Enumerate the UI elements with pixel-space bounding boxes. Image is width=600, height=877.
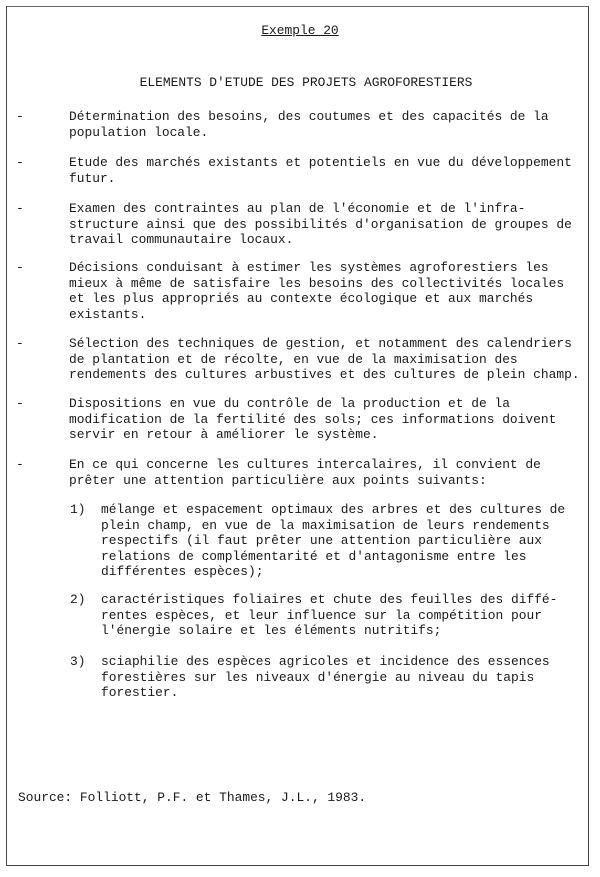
bullet-dash: - [16, 336, 24, 351]
list-item [69, 396, 556, 443]
subitem-line: sciaphilie des espèces agricoles et incidence des essences [101, 654, 550, 669]
list-item [69, 155, 572, 186]
list-item [69, 336, 580, 383]
list-item-line: mieux à même de satisfaire les besoins des collectivités locales [69, 275, 565, 291]
list-item-line: travail communautaire locaux. [69, 232, 294, 247]
list-item-line: de plantation et de récolte, en vue de la maximisation des [69, 351, 518, 367]
list-item [69, 201, 572, 248]
subitem-line: l'énergie solaire et les éléments nutritifs; [101, 623, 442, 638]
list-item [69, 109, 549, 140]
bullet-dash: - [16, 201, 24, 216]
list-item-line: existants. [69, 306, 147, 322]
subitem-line: rentes espèces, et leur influence sur la compétition pour [101, 607, 542, 623]
example-number-title: Exemple 20 [261, 23, 339, 38]
subitem-number: 3) [70, 654, 86, 669]
subitem-line: caractéristiques foliaires et chute des feuilles des diffé- [101, 592, 558, 607]
list-item-line: Sélection des techniques de gestion, et notamment des calendriers [69, 336, 572, 351]
list-item-line: Dispositions en vue du contrôle de la production et de la [69, 396, 510, 411]
list-item-line: prêter une attention particulière aux points suivants: [69, 472, 487, 488]
bullet-dash: - [16, 457, 24, 472]
list-item-line: Etude des marchés existants et potentiels en vue du développement [69, 155, 572, 170]
list-item-line: modification de la fertilité des sols; ces informations doivent [69, 411, 557, 427]
list-item [69, 260, 564, 322]
subitem-line: plein champ, en vue de la maximisation de leurs rendements [101, 517, 550, 533]
subitem-number: 1) [70, 502, 86, 517]
bullet-dash: - [16, 260, 24, 275]
list-item-line: Examen des contraintes au plan de l'économie et de l'infra- [69, 201, 526, 216]
subitem-line: relations de complémentarité et d'antagonisme entre les [101, 548, 527, 564]
list-item [69, 457, 541, 488]
subitem-line: mélange et espacement optimaux des arbres et des cultures de [101, 502, 566, 517]
numbered-subitem [101, 592, 557, 639]
list-item-line: population locale. [69, 124, 209, 140]
numbered-subitem [101, 654, 550, 701]
list-item-line: En ce qui concerne les cultures intercalaires, il convient de [69, 457, 541, 472]
bullet-dash: - [16, 396, 24, 411]
subitem-line: forestières sur les niveaux d'énergie au niveau du tapis [101, 669, 535, 685]
subitem-line: différentes espèces); [101, 564, 264, 579]
list-item-line: servir en retour à améliorer le système. [69, 427, 379, 442]
subitem-line: respectifs (il faut prêter une attention particulière aux [101, 533, 542, 548]
list-item-line: Détermination des besoins, des coutumes et des capacités de la [69, 109, 549, 124]
subitem-line: forestier. [101, 685, 179, 700]
source-citation: Source: Folliott, P.F. et Thames, J.L., 1983. [18, 790, 367, 805]
bullet-dash: - [16, 155, 24, 170]
list-item-line: et les plus appropriés au contexte écologique et aux marchés [69, 291, 534, 306]
subitem-number: 2) [70, 592, 86, 607]
document-heading: ELEMENTS D'ETUDE DES PROJETS AGROFORESTIERS [139, 75, 473, 90]
list-item-line: futur. [69, 170, 116, 186]
list-item-line: structure ainsi que des possibilités d'organisation de groupes de [69, 216, 572, 232]
bullet-dash: - [16, 109, 24, 124]
numbered-subitem [101, 502, 565, 580]
list-item-line: Décisions conduisant à estimer les systèmes agroforestiers les [69, 260, 549, 275]
list-item-line: rendements des cultures arbustives et des cultures de plein champ. [69, 367, 580, 382]
